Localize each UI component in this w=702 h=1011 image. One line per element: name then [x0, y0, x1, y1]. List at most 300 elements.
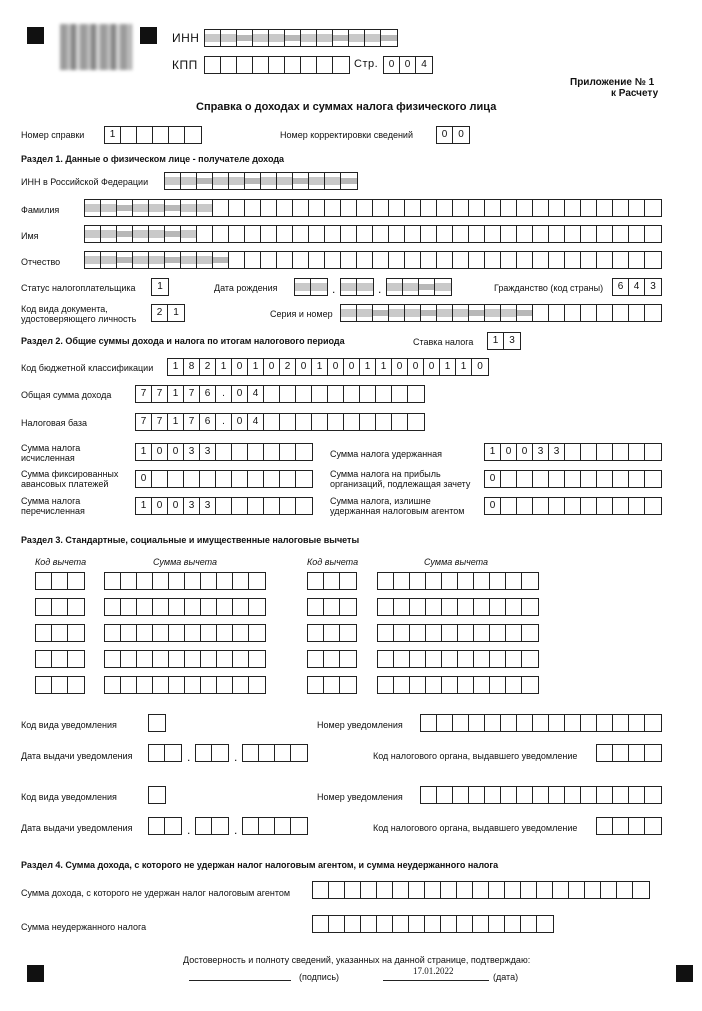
- char-cell: [403, 279, 419, 295]
- char-cell: [645, 252, 661, 268]
- char-cell: [349, 30, 365, 46]
- char-cell: [308, 625, 324, 641]
- char-cell: [201, 677, 217, 693]
- char-cell: [489, 916, 505, 932]
- deduction-sum-cells-left-5[interactable]: [104, 676, 266, 694]
- notice-type-cells-1[interactable]: [148, 714, 166, 732]
- notice-date-label-2: Дата выдачи уведомления: [21, 823, 133, 833]
- char-cell: [165, 173, 181, 189]
- notice-type-label-2: Код вида уведомления: [21, 792, 117, 802]
- char-cell: [490, 573, 506, 589]
- char-cell: 1: [248, 359, 264, 375]
- char-cell: 0: [168, 498, 184, 514]
- char-cell: 1: [456, 359, 472, 375]
- series-cells[interactable]: [340, 304, 662, 322]
- char-cell: [181, 226, 197, 242]
- notice-authority-label-2: Код налогового органа, выдавшего уведомление: [373, 823, 578, 833]
- untaxed-income-label: Сумма дохода, с которого не удержан налог налоговым агентом: [21, 888, 291, 898]
- char-cell: [581, 444, 597, 460]
- notice-day-cells-1[interactable]: [148, 744, 182, 762]
- char-cell: [149, 715, 165, 731]
- char-cell: [229, 200, 245, 216]
- char-cell: [517, 226, 533, 242]
- char-cell: [453, 305, 469, 321]
- char-cell: [341, 173, 357, 189]
- patronymic-cells[interactable]: [84, 251, 662, 269]
- char-cell: [569, 882, 585, 898]
- char-cell: [312, 386, 328, 402]
- char-cell: [629, 226, 645, 242]
- char-cell: [469, 787, 485, 803]
- char-cell: [312, 414, 328, 430]
- char-cell: [629, 498, 645, 514]
- char-cell: [565, 305, 581, 321]
- char-cell: [325, 200, 341, 216]
- profit-tax-label: Сумма налога на прибыль организаций, подлежащая зачету: [330, 469, 471, 489]
- profit-tax-cells[interactable]: [484, 470, 662, 488]
- char-cell: [581, 200, 597, 216]
- char-cell: 4: [629, 279, 645, 295]
- char-cell: [280, 471, 296, 487]
- char-cell: [357, 226, 373, 242]
- char-cell: [253, 30, 269, 46]
- char-cell: [329, 916, 345, 932]
- tax-calc-cells[interactable]: [135, 443, 313, 461]
- deduction-code-cells-left-5[interactable]: [35, 676, 85, 694]
- char-cell: [245, 226, 261, 242]
- inn-rf-cells[interactable]: [164, 172, 358, 190]
- char-cell: [645, 818, 661, 834]
- char-cell: [565, 471, 581, 487]
- tax-paid-cells[interactable]: [135, 497, 313, 515]
- status-cells[interactable]: [151, 278, 169, 296]
- char-cell: [442, 625, 458, 641]
- signature-line[interactable]: [189, 980, 291, 981]
- char-cell: [409, 916, 425, 932]
- char-cell: [285, 57, 301, 73]
- char-cell: [453, 252, 469, 268]
- char-cell: [275, 745, 291, 761]
- char-cell: [237, 30, 253, 46]
- patronymic-label: Отчество: [21, 257, 61, 267]
- char-cell: [506, 573, 522, 589]
- char-cell: [629, 745, 645, 761]
- tax-excess-label: Сумма налога, излишне удержанная налоговым агентом: [330, 496, 465, 516]
- char-cell: [549, 226, 565, 242]
- char-cell: [296, 471, 312, 487]
- notice-authority-cells-2[interactable]: [596, 817, 662, 835]
- char-cell: [261, 173, 277, 189]
- kpp-header-cells[interactable]: [204, 56, 350, 74]
- birth-day-cells[interactable]: [294, 278, 328, 296]
- notice-number-cells-1[interactable]: [420, 714, 662, 732]
- date-line[interactable]: [383, 980, 489, 981]
- char-cell: 0: [232, 414, 248, 430]
- char-cell: [341, 252, 357, 268]
- char-cell: [485, 226, 501, 242]
- char-cell: [185, 127, 201, 143]
- char-cell: [645, 471, 661, 487]
- corner-marker-top-right: [140, 27, 157, 44]
- char-cell: [216, 444, 232, 460]
- char-cell: [442, 651, 458, 667]
- char-cell: [213, 252, 229, 268]
- char-cell: 1: [216, 359, 232, 375]
- deduction-code-cells-left-2[interactable]: [35, 598, 85, 616]
- char-cell: [437, 305, 453, 321]
- char-cell: [645, 226, 661, 242]
- char-cell: [419, 279, 435, 295]
- section2-title: Раздел 2. Общие суммы дохода и налога по итогам налогового периода: [21, 336, 345, 346]
- char-cell: [280, 414, 296, 430]
- deduction-code-cells-right-3[interactable]: [307, 624, 357, 642]
- char-cell: [565, 787, 581, 803]
- char-cell: [52, 651, 68, 667]
- char-cell: 1: [485, 444, 501, 460]
- fixed-adv-cells[interactable]: [135, 470, 313, 488]
- char-cell: [597, 226, 613, 242]
- char-cell: [197, 173, 213, 189]
- char-cell: [217, 677, 233, 693]
- char-cell: 0: [168, 444, 184, 460]
- char-cell: [233, 625, 249, 641]
- notice-month-cells-1[interactable]: [195, 744, 229, 762]
- char-cell: [184, 471, 200, 487]
- char-cell: [442, 573, 458, 589]
- char-cell: [264, 386, 280, 402]
- char-cell: [565, 200, 581, 216]
- char-cell: [169, 677, 185, 693]
- char-cell: [36, 625, 52, 641]
- char-cell: [165, 818, 181, 834]
- char-cell: [629, 471, 645, 487]
- deduction-sum-cells-right-2[interactable]: [377, 598, 539, 616]
- deduction-code-cells-right-5[interactable]: [307, 676, 357, 694]
- char-cell: 7: [152, 414, 168, 430]
- char-cell: [629, 252, 645, 268]
- char-cell: 0: [477, 361, 483, 372]
- birth-month-cells[interactable]: [340, 278, 374, 296]
- char-cell: [405, 226, 421, 242]
- char-cell: 0: [424, 359, 440, 375]
- citizenship-cells[interactable]: [612, 278, 662, 296]
- char-cell: [394, 651, 410, 667]
- char-cell: [517, 305, 533, 321]
- char-cell: [522, 599, 538, 615]
- char-cell: [522, 573, 538, 589]
- deduction-sum-head-right: Сумма вычета: [424, 557, 489, 567]
- char-cell: [149, 745, 165, 761]
- deduction-sum-cells-right-3[interactable]: [377, 624, 539, 642]
- char-cell: 0: [408, 359, 424, 375]
- tax-base-cells[interactable]: [135, 413, 425, 431]
- char-cell: [311, 279, 327, 295]
- char-cell: [324, 677, 340, 693]
- untaxed-tax-cells[interactable]: [312, 915, 554, 933]
- char-cell: [597, 715, 613, 731]
- char-cell: [269, 30, 285, 46]
- char-cell: 2: [152, 305, 168, 321]
- char-cell: [253, 57, 269, 73]
- char-cell: [249, 573, 265, 589]
- char-cell: [117, 252, 133, 268]
- deduction-code-cells-right-4[interactable]: [307, 650, 357, 668]
- char-cell: [232, 444, 248, 460]
- char-cell: [377, 882, 393, 898]
- char-cell: [340, 573, 356, 589]
- rate-cells[interactable]: [487, 332, 521, 350]
- char-cell: [437, 200, 453, 216]
- char-cell: [233, 677, 249, 693]
- char-cell: [426, 651, 442, 667]
- notice-dot-1a: .: [187, 750, 191, 764]
- char-cell: [549, 498, 565, 514]
- char-cell: [277, 200, 293, 216]
- char-cell: 7: [152, 386, 168, 402]
- char-cell: [522, 651, 538, 667]
- char-cell: [341, 200, 357, 216]
- char-cell: 3: [200, 444, 216, 460]
- char-cell: [280, 498, 296, 514]
- char-cell: [421, 715, 437, 731]
- page-label: Стр.: [354, 58, 379, 70]
- char-cell: [259, 818, 275, 834]
- tax-withheld-cells[interactable]: [484, 443, 662, 461]
- char-cell: [581, 305, 597, 321]
- appendix-line2: к Расчету: [611, 88, 659, 99]
- char-cell: [442, 677, 458, 693]
- char-cell: [264, 444, 280, 460]
- char-cell: [505, 882, 521, 898]
- char-cell: [153, 127, 169, 143]
- char-cell: [324, 573, 340, 589]
- char-cell: [533, 498, 549, 514]
- surname-label: Фамилия: [21, 205, 60, 215]
- char-cell: [629, 305, 645, 321]
- char-cell: [421, 226, 437, 242]
- deduction-code-cells-left-1[interactable]: [35, 572, 85, 590]
- char-cell: [490, 599, 506, 615]
- notice-dot-1b: .: [234, 750, 238, 764]
- char-cell: 4: [248, 386, 264, 402]
- char-cell: [597, 471, 613, 487]
- deduction-code-cells-left-3[interactable]: [35, 624, 85, 642]
- notice-authority-cells-1[interactable]: [596, 744, 662, 762]
- notice-day-cells-2[interactable]: [148, 817, 182, 835]
- char-cell: [357, 200, 373, 216]
- confirm-text: Достоверность и полноту сведений, указанных на данной странице, подтверждаю:: [183, 955, 531, 965]
- untaxed-income-cells[interactable]: [312, 881, 650, 899]
- surname-cells[interactable]: [84, 199, 662, 217]
- char-cell: [426, 677, 442, 693]
- char-cell: 7: [184, 414, 200, 430]
- char-cell: [457, 916, 473, 932]
- deduction-sum-cells-left-1[interactable]: [104, 572, 266, 590]
- char-cell: 0: [152, 444, 168, 460]
- deduction-sum-cells-left-2[interactable]: [104, 598, 266, 616]
- notice-year-cells-1[interactable]: [242, 744, 308, 762]
- char-cell: [205, 30, 221, 46]
- char-cell: [317, 30, 333, 46]
- deduction-sum-cells-right-5[interactable]: [377, 676, 539, 694]
- char-cell: [565, 715, 581, 731]
- char-cell: [249, 625, 265, 641]
- char-cell: [613, 226, 629, 242]
- char-cell: [149, 226, 165, 242]
- char-cell: [490, 625, 506, 641]
- char-cell: [341, 279, 357, 295]
- deduction-code-cells-left-4[interactable]: [35, 650, 85, 668]
- char-cell: [501, 305, 517, 321]
- char-cell: .: [216, 414, 232, 430]
- char-cell: [565, 226, 581, 242]
- char-cell: [533, 305, 549, 321]
- char-cell: [201, 573, 217, 589]
- char-cell: [581, 787, 597, 803]
- char-cell: [185, 625, 201, 641]
- char-cell: [425, 916, 441, 932]
- ref-number-label: Номер справки: [21, 130, 85, 140]
- char-cell: [137, 573, 153, 589]
- rate-label: Ставка налога: [413, 337, 474, 347]
- char-cell: 3: [184, 444, 200, 460]
- char-cell: [280, 386, 296, 402]
- char-cell: [133, 252, 149, 268]
- deduction-sum-cells-left-4[interactable]: [104, 650, 266, 668]
- name-cells[interactable]: [84, 225, 662, 243]
- char-cell: [517, 471, 533, 487]
- char-cell: [409, 882, 425, 898]
- char-cell: 0: [400, 57, 416, 73]
- char-cell: [381, 30, 397, 46]
- char-cell: [581, 226, 597, 242]
- inn-header-cells[interactable]: [204, 29, 398, 47]
- kbk-cells[interactable]: [167, 358, 489, 376]
- char-cell: [441, 882, 457, 898]
- char-cell: [248, 498, 264, 514]
- char-cell: 1: [312, 359, 328, 375]
- char-cell: [212, 818, 228, 834]
- char-cell: [165, 226, 181, 242]
- char-cell: 1: [488, 333, 504, 349]
- deduction-sum-cells-right-1[interactable]: [377, 572, 539, 590]
- char-cell: [473, 882, 489, 898]
- char-cell: [522, 677, 538, 693]
- char-cell: [629, 787, 645, 803]
- deduction-code-cells-right-1[interactable]: [307, 572, 357, 590]
- char-cell: [437, 252, 453, 268]
- char-cell: [485, 252, 501, 268]
- char-cell: [340, 599, 356, 615]
- char-cell: [181, 173, 197, 189]
- char-cell: [295, 279, 311, 295]
- deduction-sum-cells-right-4[interactable]: [377, 650, 539, 668]
- char-cell: [293, 226, 309, 242]
- untaxed-tax-label: Сумма неудержанного налога: [21, 922, 147, 932]
- char-cell: [308, 677, 324, 693]
- char-cell: [233, 651, 249, 667]
- char-cell: [389, 305, 405, 321]
- char-cell: [121, 677, 137, 693]
- char-cell: [36, 573, 52, 589]
- char-cell: [629, 200, 645, 216]
- ref-number-cells[interactable]: [104, 126, 202, 144]
- birth-year-cells[interactable]: [386, 278, 452, 296]
- char-cell: [501, 498, 517, 514]
- char-cell: 7: [136, 386, 152, 402]
- char-cell: [613, 305, 629, 321]
- section1-title: Раздел 1. Данные о физическом лице - получателе дохода: [21, 154, 285, 164]
- notice-year-cells-2[interactable]: [242, 817, 308, 835]
- char-cell: [426, 599, 442, 615]
- signature-label: (подпись): [299, 972, 340, 982]
- char-cell: 1: [136, 444, 152, 460]
- char-cell: [426, 625, 442, 641]
- char-cell: [405, 252, 421, 268]
- doc-code-cells[interactable]: [151, 304, 185, 322]
- char-cell: [325, 173, 341, 189]
- char-cell: [308, 599, 324, 615]
- deduction-code-cells-right-2[interactable]: [307, 598, 357, 616]
- char-cell: [229, 252, 245, 268]
- correction-label: Номер корректировки сведений: [280, 130, 413, 140]
- char-cell: [613, 745, 629, 761]
- char-cell: [277, 226, 293, 242]
- char-cell: 1: [440, 359, 456, 375]
- char-cell: [169, 651, 185, 667]
- form-title: Справка о доходах и суммах налога физического лица: [196, 101, 497, 113]
- char-cell: 0: [384, 57, 400, 73]
- char-cell: [357, 252, 373, 268]
- char-cell: [597, 200, 613, 216]
- notice-number-cells-2[interactable]: [420, 786, 662, 804]
- char-cell: [137, 625, 153, 641]
- char-cell: [313, 882, 329, 898]
- char-cell: [36, 651, 52, 667]
- char-cell: [533, 226, 549, 242]
- char-cell: [373, 226, 389, 242]
- char-cell: [613, 787, 629, 803]
- char-cell: [169, 599, 185, 615]
- char-cell: [549, 305, 565, 321]
- char-cell: [501, 226, 517, 242]
- char-cell: [485, 715, 501, 731]
- char-cell: [601, 882, 617, 898]
- notice-type-cells-2[interactable]: [148, 786, 166, 804]
- notice-month-cells-2[interactable]: [195, 817, 229, 835]
- char-cell: [308, 573, 324, 589]
- correction-cells[interactable]: [436, 126, 470, 144]
- char-cell: [309, 173, 325, 189]
- char-cell: [249, 651, 265, 667]
- char-cell: [237, 57, 253, 73]
- char-cell: 7: [136, 414, 152, 430]
- char-cell: 0: [136, 471, 152, 487]
- char-cell: [458, 677, 474, 693]
- kpp-header-label: КПП: [172, 58, 198, 72]
- page-number-cells[interactable]: [383, 56, 433, 74]
- char-cell: [185, 651, 201, 667]
- char-cell: [361, 916, 377, 932]
- total-income-cells[interactable]: [135, 385, 425, 403]
- char-cell: [85, 226, 101, 242]
- char-cell: [121, 599, 137, 615]
- deduction-sum-cells-left-3[interactable]: [104, 624, 266, 642]
- tax-excess-cells[interactable]: [484, 497, 662, 515]
- char-cell: 0: [392, 359, 408, 375]
- char-cell: 0: [232, 359, 248, 375]
- name-label: Имя: [21, 231, 39, 241]
